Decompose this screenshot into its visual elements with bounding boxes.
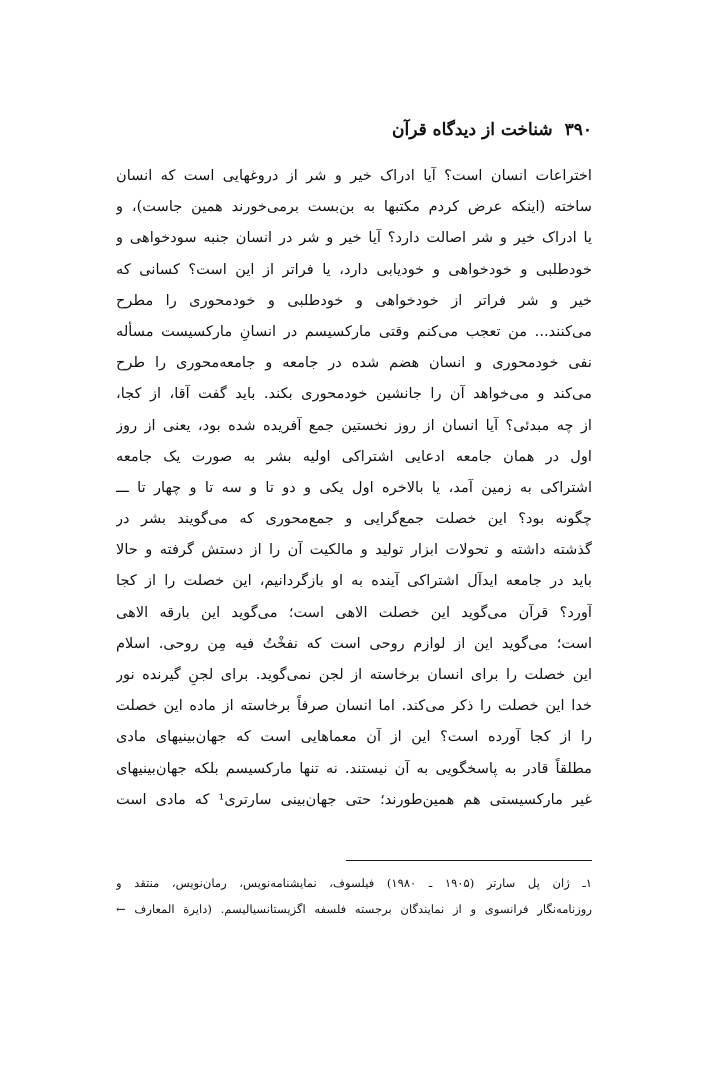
body-line: اول در همان جامعه ادعایی اشتراکی اولیه بشر به صورت یک جامعه bbox=[116, 447, 592, 465]
running-header bbox=[116, 114, 592, 146]
body-line: این خصلت را برای انسان برخاسته از لجن نمی‌گوید. برای لجنِ گیرنده نور bbox=[116, 666, 592, 683]
page-number: ۳۹۰ bbox=[564, 120, 592, 140]
footnotes bbox=[116, 870, 592, 922]
body-line: آورد؟ قرآن می‌گوید این خصلت الاهی است؛ می‌گوید این بارقه الاهی bbox=[116, 603, 592, 621]
body-line: خودطلبی و خودخواهی و خودیابی دارد، یا فراتر از این است؟ کسانی که bbox=[116, 260, 592, 278]
body-line: ساخته (اینکه عرض کردم مکتبها به بن‌بست برمی‌خورند همین جاست)، و bbox=[116, 198, 592, 216]
body-line: باید در جامعه ایدآل اشتراکی آینده به او بازگردانیم، این خصلت را از کجا bbox=[116, 572, 592, 590]
body-line: را از کجا آورده است؟ این از آن معماهایی است که جهان‌بینیهای مادی bbox=[116, 728, 592, 746]
body-line: نفی خودمحوری و انسان هضم شده در جامعه و جامعه‌محوری را طرح bbox=[116, 354, 592, 372]
body-line: چگونه بود؟ این خصلت جمع‌گرایی و جمع‌محوری که می‌گویند بشر در bbox=[116, 510, 592, 528]
body-line: از چه مبدئی؟ آیا انسان از روز نخستین جمع آفریده شده بود، یعنی از روز bbox=[116, 416, 592, 434]
body-line: گذشته داشته و تحولات ابزار تولید و مالکیت آن را از دستش گرفته و حالا bbox=[116, 541, 592, 559]
body-line: غیر مارکسیستی هم همین‌طورند؛ حتی جهان‌بینی سارتری¹ که مادی است bbox=[116, 790, 592, 808]
body-line: اختراعات انسان است؟ آیا ادراک خیر و شر از دروغهایی است که انسان bbox=[116, 167, 592, 184]
body-text bbox=[116, 160, 592, 815]
body-line: خیر و شر فراتر از خودخواهی و خودطلبی و خودمحوری را مطرح bbox=[116, 291, 592, 309]
body-line: می‌کنند... من تعجب می‌کنم وقتی مارکسیسم در انسانِ مارکسیست مسأله bbox=[116, 322, 592, 340]
footnote-line: ۱ـ ژان پل سارتر (۱۹۰۵ ـ ۱۹۸۰) فیلسوف، نمایشنامه‌نویس، رمان‌نویس، منتقد و bbox=[116, 876, 592, 890]
body-line: است؛ می‌گوید این از لوازم روحی است که نفخْتُ فیه مِن روحی. اسلام bbox=[116, 634, 592, 652]
footnote-divider bbox=[346, 860, 592, 861]
body-line: اشتراکی به زمین آمد، یا بالاخره اول یکی و دو تا و سه تا و چهار تا ـــ bbox=[116, 478, 592, 496]
body-line: خدا این خصلت را ذکر می‌کند. اما انسان صرفاً برخاسته از ماده این خصلت bbox=[116, 697, 592, 715]
footnote-line: روزنامه‌نگار فرانسوی و از نمایندگان برجسته فلسفه اگزیستانسیالیسم. (دایرة المعارف ← bbox=[116, 902, 592, 916]
body-line: یا ادراک خیر و شر اصالت دارد؟ آیا خیر و شر در انسان جنبه سودخواهی و bbox=[116, 229, 592, 247]
running-title: شناخت از دیدگاه قرآن bbox=[392, 120, 553, 140]
body-line: مطلقاً قادر به پاسخگویی به آن نیستند. نه تنها مارکسیسم بلکه جهان‌بینیهای bbox=[116, 759, 592, 777]
body-line: می‌کند و می‌خواهد آن را جانشین خودمحوری بکند. باید گفت آقا، از کجا، bbox=[116, 385, 592, 403]
